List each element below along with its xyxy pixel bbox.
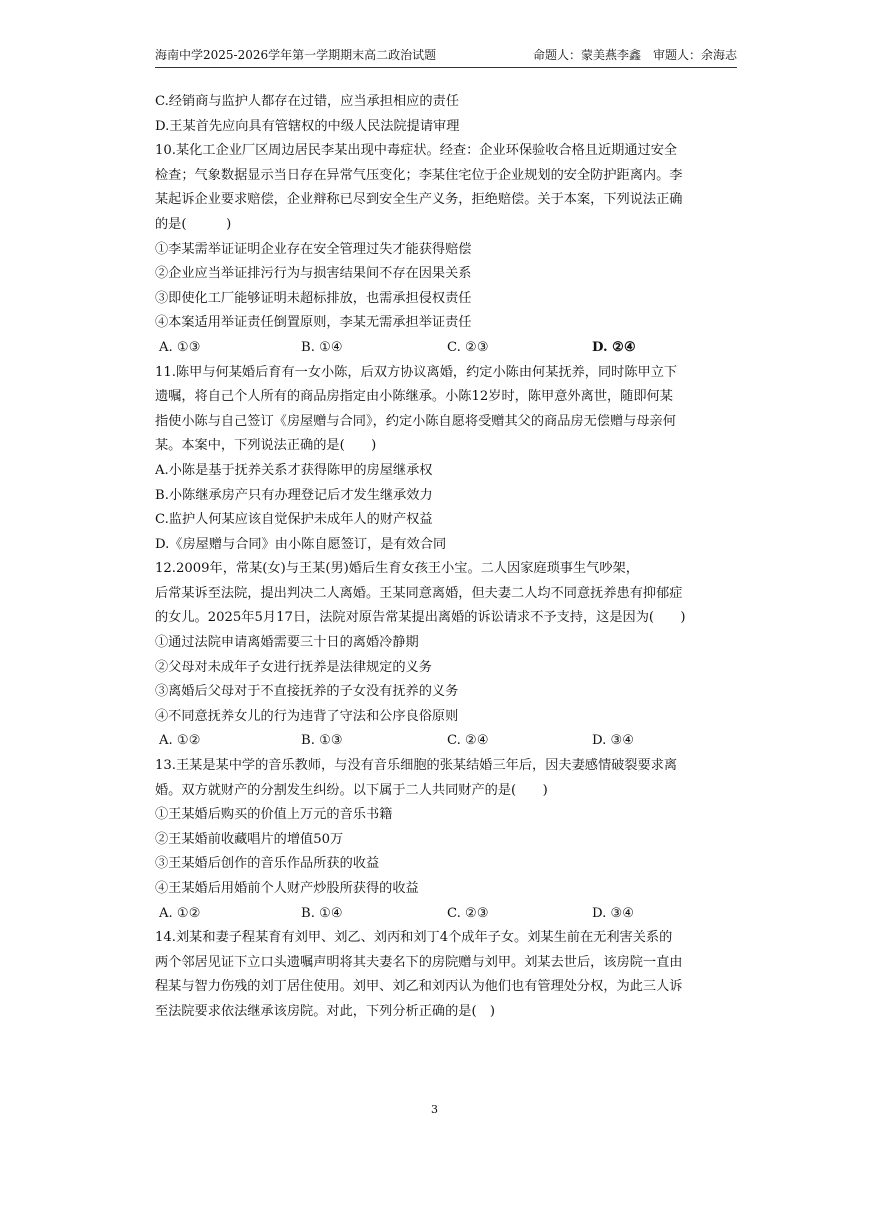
q12-option-b: B. ①③ bbox=[301, 733, 343, 749]
question-10 bbox=[155, 139, 737, 360]
q10-option-a: A. ①③ bbox=[159, 339, 201, 355]
q10-stem-line: 检查；气象数据显示当日存在异常气压变化；李某住宅位于企业规划的安全防护距离内。李 bbox=[155, 167, 683, 183]
q10-stem-line: 的是( ) bbox=[155, 216, 232, 232]
q13-statement: ④王某婚后用婚前个人财产炒股所获得的收益 bbox=[155, 881, 419, 896]
q11-option-d: D.《房屋赠与合同》由小陈自愿签订，是有效合同 bbox=[155, 536, 447, 552]
q11-stem-line: 某。本案中，下列说法正确的是( ) bbox=[155, 438, 377, 454]
q12-option-d: D. ③④ bbox=[592, 733, 635, 749]
question-14 bbox=[155, 926, 737, 1024]
q12-options bbox=[155, 729, 737, 754]
q10-statement: ③即使化工厂能够证明未超标排放，也需承担侵权责任 bbox=[155, 290, 472, 306]
q13-stem-line: 13.王某是某中学的音乐教师，与没有音乐细胞的张某结婚三年后，因夫妻感情破裂要求离 bbox=[155, 758, 678, 774]
q14-stem-line: 两个邻居见证下立口头遗嘱声明将其夫妻名下的房院赠与刘甲。刘某去世后，该房院一直由 bbox=[155, 954, 683, 970]
q11-stem-line: 11.陈甲与何某婚后育有一女小陈，后双方协议离婚，约定小陈由何某抚养，同时陈甲立下 bbox=[155, 364, 678, 380]
q13-stem-line: 婚。双方就财产的分割发生纠纷。以下属于二人共同财产的是( ) bbox=[155, 782, 548, 798]
page-header bbox=[155, 45, 737, 68]
q10-statement: ④本案适用举证责任倒置原则，李某无需承担举证责任 bbox=[155, 315, 472, 331]
page-number: 3 bbox=[431, 1103, 438, 1116]
q9-option-d: D.王某首先应向具有管辖权的中级人民法院提请审理 bbox=[155, 118, 460, 134]
q14-stem-line: 14.刘某和妻子程某育有刘甲、刘乙、刘丙和刘丁4个成年子女。刘某生前在无利害关系的 bbox=[155, 930, 673, 946]
q12-option-c: C. ②④ bbox=[447, 733, 489, 749]
q9-option-c: C.经销商与监护人都存在过错，应当承担相应的责任 bbox=[155, 94, 459, 109]
question-11 bbox=[155, 361, 737, 558]
q10-options bbox=[155, 336, 737, 361]
question-12 bbox=[155, 557, 737, 754]
q12-statement: ①通过法院申请离婚需要三十日的离婚冷静期 bbox=[155, 635, 419, 651]
q13-option-b: B. ①④ bbox=[301, 905, 343, 921]
q12-stem-line: 12.2009年，常某(女)与王某(男)婚后生育女孩王小宝。二人因家庭琐事生气吵架， bbox=[155, 561, 639, 577]
q10-statement: ②企业应当举证排污行为与损害结果间不存在因果关系 bbox=[155, 266, 472, 282]
q11-stem-line: 遗嘱，将自己个人所有的商品房指定由小陈继承。小陈12岁时，陈甲意外离世，随即何某 bbox=[155, 389, 673, 405]
q12-option-a: A. ①② bbox=[159, 733, 201, 749]
q12-stem-line: 的女儿。2025年5月17日，法院对原告常某提出离婚的诉讼请求不予支持，这是因为( ) bbox=[155, 610, 686, 626]
q10-option-d: D. ②④ bbox=[592, 339, 636, 355]
q14-stem-line: 程某与智力伤残的刘丁居住使用。刘甲、刘乙和刘丙认为他们也有管理处分权，为此三人诉 bbox=[155, 979, 683, 995]
q12-statement: ②父母对未成年子女进行抚养是法律规定的义务 bbox=[155, 659, 432, 675]
q13-statement: ②王某婚前收藏唱片的增值50万 bbox=[155, 831, 344, 847]
q13-option-c: C. ②③ bbox=[447, 905, 489, 921]
q12-statement: ④不同意抚养女儿的行为违背了守法和公序良俗原则 bbox=[155, 708, 459, 724]
q13-statement: ①王某婚后购买的价值上万元的音乐书籍 bbox=[155, 807, 393, 823]
q13-statement: ③王某婚后创作的音乐作品所获的收益 bbox=[155, 856, 380, 872]
q13-options bbox=[155, 902, 737, 927]
q11-stem-line: 指使小陈与自己签订《房屋赠与合同》，约定小陈自愿将受赠其父的商品房无偿赠与母亲何 bbox=[155, 413, 676, 429]
q13-option-d: D. ③④ bbox=[592, 905, 635, 921]
q12-stem-line: 后常某诉至法院，提出判决二人离婚。王某同意离婚，但夫妻二人均不同意抚养患有抑郁症 bbox=[155, 585, 683, 601]
q10-option-c: C. ②③ bbox=[447, 339, 489, 355]
q12-statement: ③离婚后父母对于不直接抚养的子女没有抚养的义务 bbox=[155, 684, 459, 700]
header-exam-title: 海南中学2025-2026学年第一学期期末高二政治试题 bbox=[155, 48, 437, 62]
q11-option-c: C.监护人何某应该自觉保护未成年人的财产权益 bbox=[155, 512, 433, 528]
question-13 bbox=[155, 754, 737, 926]
q11-option-b: B.小陈继承房产只有办理登记后才发生继承效力 bbox=[155, 487, 433, 503]
q10-stem-line: 10.某化工企业厂区周边居民李某出现中毒症状。经查：企业环保验收合格且近期通过安全 bbox=[155, 143, 678, 159]
q10-stem-line: 某起诉企业要求赔偿，企业辩称已尽到安全生产义务，拒绝赔偿。关于本案，下列说法正确 bbox=[155, 192, 683, 208]
q11-option-a: A.小陈是基于抚养关系才获得陈甲的房屋继承权 bbox=[155, 462, 433, 478]
q10-option-b: B. ①④ bbox=[301, 339, 343, 355]
question-content bbox=[155, 90, 737, 1025]
header-authors: 命题人：蒙美燕李鑫 审题人：余海志 bbox=[532, 48, 737, 62]
q13-option-a: A. ①② bbox=[159, 905, 201, 921]
q10-statement: ①李某需举证证明企业存在安全管理过失才能获得赔偿 bbox=[155, 241, 472, 257]
q14-stem-line: 至法院要求依法继承该房院。对此，下列分析正确的是( ) bbox=[155, 1003, 495, 1019]
